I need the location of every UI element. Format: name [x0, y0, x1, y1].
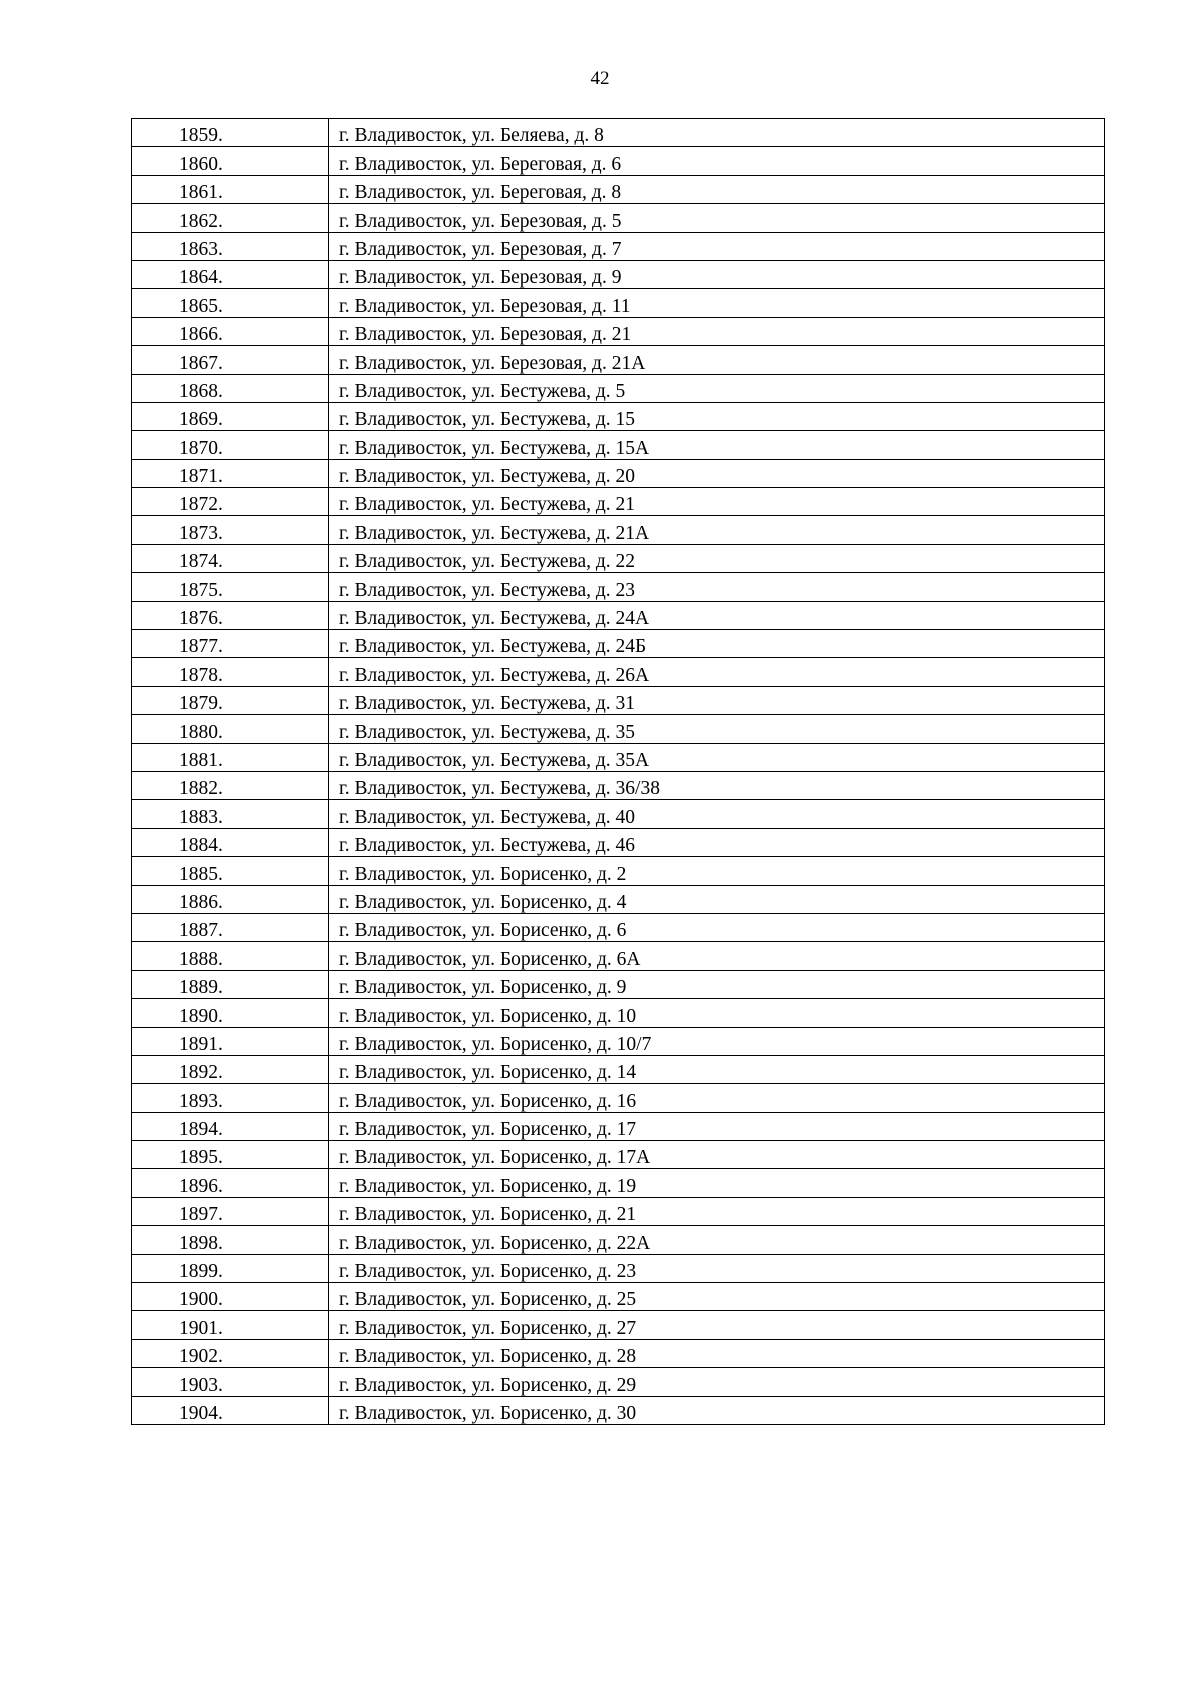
address-cell: г. Владивосток, ул. Бестужева, д. 20 — [329, 459, 1105, 487]
row-number-cell: 1866. — [132, 317, 329, 345]
row-number-cell: 1880. — [132, 715, 329, 743]
row-number-cell: 1890. — [132, 999, 329, 1027]
table-row — [132, 970, 1105, 998]
row-number-cell: 1884. — [132, 828, 329, 856]
table-row — [132, 686, 1105, 714]
row-number-cell: 1900. — [132, 1283, 329, 1311]
address-cell: г. Владивосток, ул. Бестужева, д. 35 — [329, 715, 1105, 743]
row-number-cell: 1862. — [132, 204, 329, 232]
row-number-cell: 1903. — [132, 1368, 329, 1396]
table-row — [132, 1283, 1105, 1311]
table-row — [132, 175, 1105, 203]
address-cell: г. Владивосток, ул. Бестужева, д. 26А — [329, 658, 1105, 686]
row-number-cell: 1898. — [132, 1226, 329, 1254]
table-row — [132, 1368, 1105, 1396]
address-cell: г. Владивосток, ул. Березовая, д. 7 — [329, 232, 1105, 260]
row-number-cell: 1869. — [132, 402, 329, 430]
row-number-cell: 1904. — [132, 1396, 329, 1424]
table-row — [132, 1226, 1105, 1254]
row-number-cell: 1887. — [132, 913, 329, 941]
table-row — [132, 431, 1105, 459]
row-number-cell: 1893. — [132, 1084, 329, 1112]
row-number-cell: 1874. — [132, 544, 329, 572]
table-row — [132, 715, 1105, 743]
row-number-cell: 1877. — [132, 630, 329, 658]
address-cell: г. Владивосток, ул. Березовая, д. 11 — [329, 289, 1105, 317]
address-cell: г. Владивосток, ул. Борисенко, д. 16 — [329, 1084, 1105, 1112]
address-table — [131, 118, 1105, 1425]
table-row — [132, 346, 1105, 374]
address-cell: г. Владивосток, ул. Бестужева, д. 24Б — [329, 630, 1105, 658]
row-number-cell: 1899. — [132, 1254, 329, 1282]
table-row — [132, 1084, 1105, 1112]
table-row — [132, 800, 1105, 828]
address-cell: г. Владивосток, ул. Борисенко, д. 19 — [329, 1169, 1105, 1197]
table-row — [132, 771, 1105, 799]
address-cell: г. Владивосток, ул. Бестужева, д. 15А — [329, 431, 1105, 459]
address-cell: г. Владивосток, ул. Борисенко, д. 22А — [329, 1226, 1105, 1254]
table-row — [132, 544, 1105, 572]
table-row — [132, 516, 1105, 544]
address-cell: г. Владивосток, ул. Березовая, д. 21А — [329, 346, 1105, 374]
table-row — [132, 459, 1105, 487]
table-row — [132, 1141, 1105, 1169]
row-number-cell: 1889. — [132, 970, 329, 998]
table-row — [132, 232, 1105, 260]
row-number-cell: 1860. — [132, 147, 329, 175]
address-cell: г. Владивосток, ул. Борисенко, д. 29 — [329, 1368, 1105, 1396]
table-row — [132, 260, 1105, 288]
address-cell: г. Владивосток, ул. Борисенко, д. 10/7 — [329, 1027, 1105, 1055]
row-number-cell: 1875. — [132, 573, 329, 601]
table-row — [132, 743, 1105, 771]
table-row — [132, 204, 1105, 232]
row-number-cell: 1879. — [132, 686, 329, 714]
address-cell: г. Владивосток, ул. Бестужева, д. 23 — [329, 573, 1105, 601]
table-row — [132, 913, 1105, 941]
address-cell: г. Владивосток, ул. Борисенко, д. 17 — [329, 1112, 1105, 1140]
address-cell: г. Владивосток, ул. Бестужева, д. 46 — [329, 828, 1105, 856]
address-cell: г. Владивосток, ул. Борисенко, д. 30 — [329, 1396, 1105, 1424]
row-number-cell: 1896. — [132, 1169, 329, 1197]
address-cell: г. Владивосток, ул. Борисенко, д. 28 — [329, 1339, 1105, 1367]
table-row — [132, 828, 1105, 856]
table-row — [132, 488, 1105, 516]
row-number-cell: 1870. — [132, 431, 329, 459]
row-number-cell: 1894. — [132, 1112, 329, 1140]
table-row — [132, 630, 1105, 658]
address-cell: г. Владивосток, ул. Береговая, д. 6 — [329, 147, 1105, 175]
table-row — [132, 601, 1105, 629]
table-row — [132, 289, 1105, 317]
address-cell: г. Владивосток, ул. Борисенко, д. 9 — [329, 970, 1105, 998]
address-cell: г. Владивосток, ул. Бестужева, д. 31 — [329, 686, 1105, 714]
row-number-cell: 1872. — [132, 488, 329, 516]
row-number-cell: 1871. — [132, 459, 329, 487]
address-cell: г. Владивосток, ул. Бестужева, д. 5 — [329, 374, 1105, 402]
table-row — [132, 374, 1105, 402]
address-cell: г. Владивосток, ул. Борисенко, д. 6 — [329, 913, 1105, 941]
table-row — [132, 1311, 1105, 1339]
address-cell: г. Владивосток, ул. Беляева, д. 8 — [329, 119, 1105, 147]
address-cell: г. Владивосток, ул. Бестужева, д. 21А — [329, 516, 1105, 544]
address-cell: г. Владивосток, ул. Бестужева, д. 22 — [329, 544, 1105, 572]
row-number-cell: 1902. — [132, 1339, 329, 1367]
address-cell: г. Владивосток, ул. Борисенко, д. 14 — [329, 1055, 1105, 1083]
address-cell: г. Владивосток, ул. Бестужева, д. 35А — [329, 743, 1105, 771]
row-number-cell: 1888. — [132, 942, 329, 970]
table-row — [132, 1396, 1105, 1424]
table-row — [132, 317, 1105, 345]
row-number-cell: 1864. — [132, 260, 329, 288]
row-number-cell: 1883. — [132, 800, 329, 828]
table-row — [132, 1254, 1105, 1282]
row-number-cell: 1881. — [132, 743, 329, 771]
address-cell: г. Владивосток, ул. Борисенко, д. 25 — [329, 1283, 1105, 1311]
address-cell: г. Владивосток, ул. Бестужева, д. 40 — [329, 800, 1105, 828]
table-row — [132, 885, 1105, 913]
row-number-cell: 1882. — [132, 771, 329, 799]
row-number-cell: 1868. — [132, 374, 329, 402]
table-row — [132, 857, 1105, 885]
row-number-cell: 1886. — [132, 885, 329, 913]
address-cell: г. Владивосток, ул. Борисенко, д. 6А — [329, 942, 1105, 970]
address-cell: г. Владивосток, ул. Береговая, д. 8 — [329, 175, 1105, 203]
table-row — [132, 573, 1105, 601]
table-row — [132, 1339, 1105, 1367]
address-cell: г. Владивосток, ул. Борисенко, д. 17А — [329, 1141, 1105, 1169]
address-cell: г. Владивосток, ул. Березовая, д. 9 — [329, 260, 1105, 288]
table-row — [132, 1055, 1105, 1083]
row-number-cell: 1863. — [132, 232, 329, 260]
address-cell: г. Владивосток, ул. Борисенко, д. 27 — [329, 1311, 1105, 1339]
address-cell: г. Владивосток, ул. Березовая, д. 21 — [329, 317, 1105, 345]
address-cell: г. Владивосток, ул. Бестужева, д. 24А — [329, 601, 1105, 629]
address-table-body — [132, 119, 1105, 1425]
table-row — [132, 147, 1105, 175]
row-number-cell: 1878. — [132, 658, 329, 686]
table-row — [132, 942, 1105, 970]
address-cell: г. Владивосток, ул. Борисенко, д. 4 — [329, 885, 1105, 913]
row-number-cell: 1876. — [132, 601, 329, 629]
row-number-cell: 1901. — [132, 1311, 329, 1339]
address-cell: г. Владивосток, ул. Березовая, д. 5 — [329, 204, 1105, 232]
row-number-cell: 1873. — [132, 516, 329, 544]
row-number-cell: 1891. — [132, 1027, 329, 1055]
address-cell: г. Владивосток, ул. Бестужева, д. 15 — [329, 402, 1105, 430]
row-number-cell: 1892. — [132, 1055, 329, 1083]
row-number-cell: 1897. — [132, 1197, 329, 1225]
table-row — [132, 1169, 1105, 1197]
row-number-cell: 1885. — [132, 857, 329, 885]
table-row — [132, 658, 1105, 686]
address-cell: г. Владивосток, ул. Бестужева, д. 36/38 — [329, 771, 1105, 799]
address-cell: г. Владивосток, ул. Борисенко, д. 2 — [329, 857, 1105, 885]
address-cell: г. Владивосток, ул. Борисенко, д. 21 — [329, 1197, 1105, 1225]
page-number: 42 — [590, 68, 610, 89]
row-number-cell: 1895. — [132, 1141, 329, 1169]
address-cell: г. Владивосток, ул. Борисенко, д. 10 — [329, 999, 1105, 1027]
table-row — [132, 119, 1105, 147]
row-number-cell: 1867. — [132, 346, 329, 374]
table-row — [132, 402, 1105, 430]
table-row — [132, 1112, 1105, 1140]
table-row — [132, 1197, 1105, 1225]
address-cell: г. Владивосток, ул. Борисенко, д. 23 — [329, 1254, 1105, 1282]
address-cell: г. Владивосток, ул. Бестужева, д. 21 — [329, 488, 1105, 516]
row-number-cell: 1859. — [132, 119, 329, 147]
row-number-cell: 1861. — [132, 175, 329, 203]
row-number-cell: 1865. — [132, 289, 329, 317]
table-row — [132, 1027, 1105, 1055]
table-row — [132, 999, 1105, 1027]
